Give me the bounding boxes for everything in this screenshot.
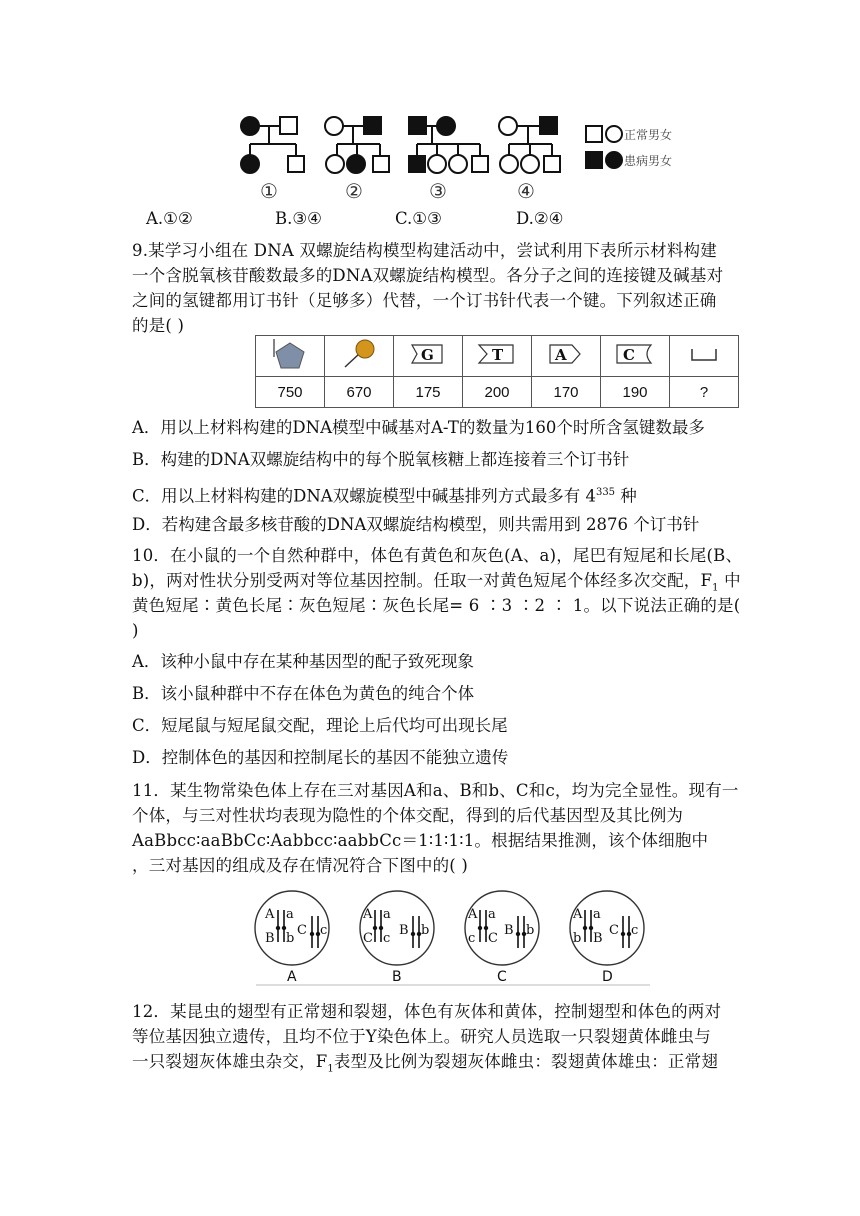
svg-text:B: B: [265, 931, 275, 946]
q10-stem-line-2-tail: 中: [718, 571, 741, 590]
q8-option-d[interactable]: D.②④: [516, 209, 564, 228]
pedigree-figure: [232, 108, 692, 208]
legend-normal-label: 正常男女: [624, 128, 673, 142]
base-t-icon: [463, 336, 532, 377]
svg-text:A: A: [363, 907, 373, 922]
cell-label-a: A: [287, 969, 297, 985]
q9-option-b[interactable]: B．构建的DNA双螺旋结构中的每个脱氧核糖上都连接着三个订书针: [132, 450, 630, 469]
q11-stem-line-3: AaBbcc∶aaBbCc∶Aabbcc∶aabbCc＝1∶1∶1∶1。根据结果推测，该个体细胞中: [132, 831, 709, 850]
base-c-label: C: [623, 346, 635, 364]
cell-label-c: C: [497, 969, 507, 985]
svg-text:B: B: [504, 923, 514, 938]
q9-stem-line-3: 之间的氢键都用订书针（足够多）代替，一个订书针代表一个键。下列叙述正确: [132, 291, 717, 310]
q10-option-b[interactable]: B．该小鼠种群中不存在体色为黄色的纯合个体: [132, 684, 475, 703]
svg-text:b: b: [573, 931, 582, 946]
q9-option-d[interactable]: D．若构建含最多核苷酸的DNA双螺旋结构模型，则共需用到 2876 个订书针: [132, 515, 700, 534]
svg-text:C: C: [363, 931, 373, 946]
q12-stem-line-1: 12．某昆虫的翅型有正常翅和裂翅，体色有灰体和黄体，控制翅型和体色的两对: [132, 1002, 722, 1021]
q10-f1-subscript: 1: [712, 582, 719, 594]
staple-icon: [670, 336, 739, 377]
svg-text:B: B: [399, 923, 409, 938]
svg-text:a: a: [383, 907, 391, 922]
q10-option-c[interactable]: C．短尾鼠与短尾鼠交配，理论上后代均可出现长尾: [132, 716, 508, 735]
q9-stem-line-4: 的是( ): [132, 316, 185, 335]
svg-text:b: b: [286, 931, 295, 946]
materials-table: [255, 335, 739, 408]
svg-text:c: c: [631, 923, 639, 938]
q9-stem-line-1: 9.某学习小组在 DNA 双螺旋结构模型构建活动中，尝试利用下表所示材料构建: [132, 241, 717, 260]
svg-text:C: C: [488, 931, 498, 946]
svg-text:B: B: [593, 931, 603, 946]
q9-option-c-exponent: 335: [595, 487, 616, 498]
base-c-icon: [601, 336, 670, 377]
q11-stem-line-2: 个体，与三对性状均表现为隐性的个体交配，得到的后代基因型及其比例为: [132, 806, 684, 825]
q12-stem-line-3-tail: 表型及比例为裂翅灰体雌虫：裂翅黄体雄虫：正常翅: [333, 1052, 719, 1071]
svg-text:A: A: [468, 907, 478, 922]
base-g-icon: [394, 336, 463, 377]
deoxyribose-icon: [256, 336, 325, 377]
q11-stem-line-1: 11．某生物常染色体上存在三对基因A和a、B和b、C和c，均为完全显性。现有一: [132, 781, 739, 800]
svg-text:a: a: [593, 907, 601, 922]
count-deoxyribose: 750: [256, 377, 325, 408]
count-g: 175: [394, 377, 463, 408]
q10-stem-line-2-text: b)，两对性状分别受两对等位基因控制。任取一对黄色短尾个体经多次交配，F: [132, 571, 713, 590]
count-phosphate: 670: [325, 377, 394, 408]
pedigree-label-1: ①: [260, 179, 278, 203]
q12-stem-line-3: [132, 1051, 718, 1080]
q12-f1-subscript: 1: [327, 1063, 334, 1075]
svg-text:c: c: [383, 931, 391, 946]
cell-label-d: D: [602, 969, 613, 985]
legend-affected-label: 患病男女: [624, 154, 673, 168]
svg-text:a: a: [488, 907, 496, 922]
count-c: 190: [601, 377, 670, 408]
svg-text:C: C: [297, 923, 307, 938]
svg-text:C: C: [609, 923, 619, 938]
svg-text:A: A: [265, 907, 275, 922]
base-a-icon: [532, 336, 601, 377]
q9-option-a[interactable]: A．用以上材料构建的DNA模型中碱基对A-T的数量为160个时所含氢键数最多: [132, 418, 705, 437]
cell-label-b: B: [392, 969, 402, 985]
count-staple: ?: [670, 377, 739, 408]
q9-option-c[interactable]: [132, 482, 637, 508]
q12-stem-line-2: 等位基因独立遗传，且均不位于Y染色体上。研究人员选取一只裂翅黄体雌虫与: [132, 1027, 711, 1046]
svg-text:b: b: [421, 923, 430, 938]
pedigree-label-4: ④: [517, 179, 535, 203]
q10-option-d[interactable]: D．控制体色的基因和控制尾长的基因不能独立遗传: [132, 748, 509, 767]
svg-text:a: a: [286, 907, 294, 922]
q8-option-a[interactable]: A.①②: [146, 209, 193, 228]
base-a-label: A: [555, 346, 567, 364]
q10-stem-line-4: ): [132, 621, 139, 640]
count-t: 200: [463, 377, 532, 408]
q10-stem-line-1: 10．在小鼠的一个自然种群中，体色有黄色和灰色(A、a)，尾巴有短尾和长尾(B、: [132, 546, 743, 565]
base-t-label: T: [492, 346, 504, 364]
base-g-label: G: [421, 346, 434, 364]
q10-option-a[interactable]: A．该种小鼠中存在某种基因型的配子致死现象: [132, 652, 474, 671]
phosphate-icon: [325, 336, 394, 377]
count-a: 170: [532, 377, 601, 408]
svg-text:A: A: [573, 907, 583, 922]
pedigree-label-3: ③: [429, 179, 447, 203]
q11-stem-line-4: ，三对基因的组成及存在情况符合下图中的( ): [132, 856, 469, 875]
q9-option-c-tail: 种: [615, 486, 637, 506]
q8-option-c[interactable]: C.①③: [395, 209, 442, 228]
q10-stem-line-3: 黄色短尾∶黄色长尾∶灰色短尾∶灰色长尾= 6 ∶3 ∶2 ∶ 1。以下说法正确的是(: [132, 596, 741, 615]
svg-text:c: c: [320, 923, 328, 938]
q9-option-c-text: C．用以上材料构建的DNA双螺旋模型中碱基排列方式最多有 4: [132, 486, 596, 506]
q12-stem-line-3-text: 一只裂翅灰体雄虫杂交，F: [132, 1052, 328, 1071]
cell-diagrams: [252, 886, 652, 988]
pedigree-label-2: ②: [345, 179, 363, 203]
q8-option-b[interactable]: B.③④: [275, 209, 322, 228]
q9-stem-line-2: 一个含脱氧核苷酸数最多的DNA双螺旋结构模型。各分子之间的连接键及碱基对: [132, 266, 724, 285]
svg-text:c: c: [468, 931, 476, 946]
svg-text:b: b: [526, 923, 535, 938]
